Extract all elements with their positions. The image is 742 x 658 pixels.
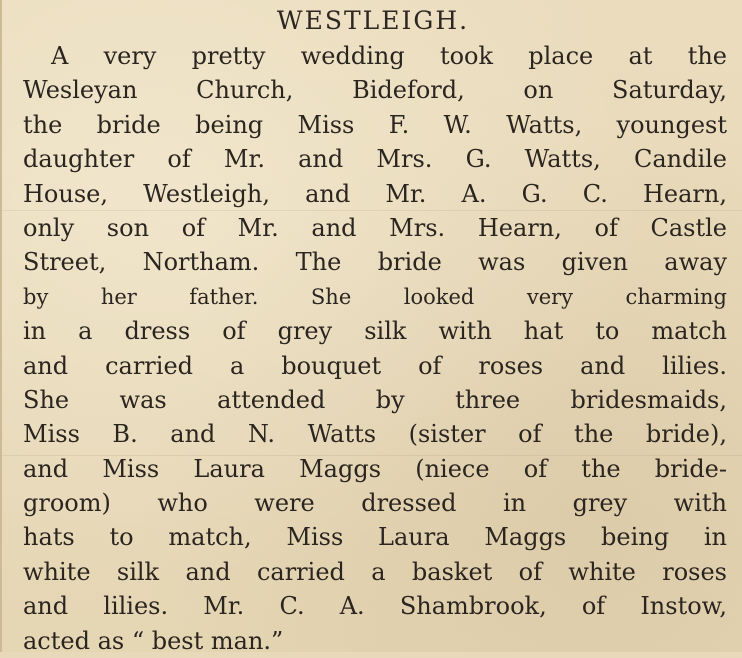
article-line: Street, Northam. The bride was given away xyxy=(23,248,727,277)
article-line: She was attended by three bridesmaids, xyxy=(23,385,727,414)
article-body xyxy=(23,39,727,658)
article-line: and Miss Laura Maggs (niece of the bride- xyxy=(23,454,727,483)
article-line: groom) who were dressed in grey with xyxy=(23,489,727,518)
article-line: only son of Mr. and Mrs. Hearn, of Castle xyxy=(23,213,727,242)
article-line: the bride being Miss F. W. Watts, youngest xyxy=(23,110,727,139)
article-line: white silk and carried a basket of white roses xyxy=(23,557,727,586)
article-line: by her father. She looked very charming xyxy=(23,284,727,309)
article-headline: WESTLEIGH. xyxy=(276,6,470,35)
article-line: daughter of Mr. and Mrs. G. Watts, Candile xyxy=(23,145,727,174)
article-line: in a dress of grey silk with hat to match xyxy=(23,317,727,346)
article-line: and carried a bouquet of roses and lilies. xyxy=(23,351,727,380)
article-line: and lilies. Mr. C. A. Shambrook, of Instow, xyxy=(23,592,727,621)
article-line: acted as “ best man.” xyxy=(23,626,284,655)
article-line: hats to match, Miss Laura Maggs being in xyxy=(23,523,727,552)
article-line: A very pretty wedding took place at the xyxy=(51,42,727,70)
article-line: Miss B. and N. Watts (sister of the bride), xyxy=(23,420,727,449)
article-line: Wesleyan Church, Bideford, on Saturday, xyxy=(23,76,727,105)
article-line: House, Westleigh, and Mr. A. G. C. Hearn, xyxy=(23,179,727,208)
